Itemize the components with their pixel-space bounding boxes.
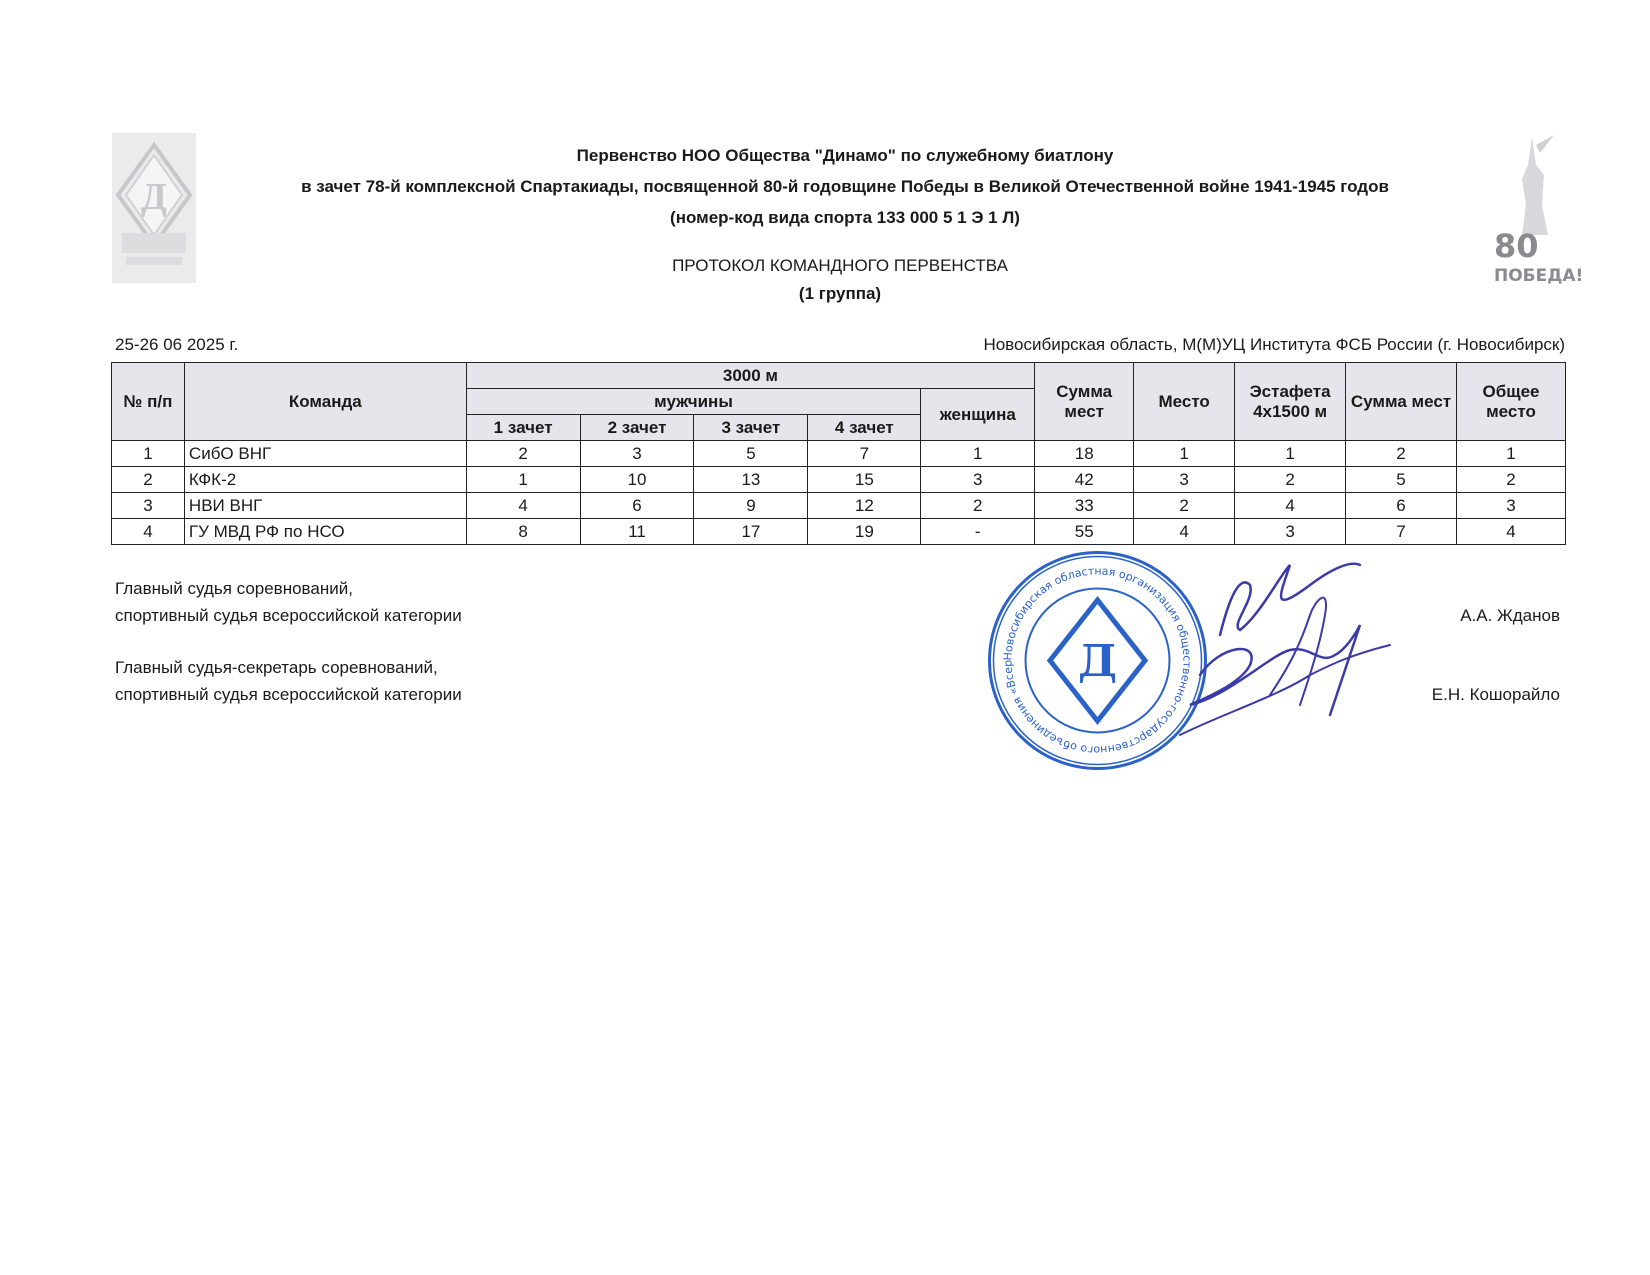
cell-relay: 4 bbox=[1235, 493, 1346, 519]
cell-team: КФК-2 bbox=[184, 467, 466, 493]
header-num: № п/п bbox=[112, 363, 185, 441]
cell-place: 4 bbox=[1134, 519, 1235, 545]
cell-num: 2 bbox=[112, 467, 185, 493]
header-heat-1: 1 зачет bbox=[466, 415, 580, 441]
header-line-2: в зачет 78-й комплексной Спартакиады, посвященной 80-й годовщине Победы в Великой Отечественной войне 1941-1945 годов bbox=[301, 177, 1389, 196]
header-team: Команда bbox=[184, 363, 466, 441]
cell-heat-3: 5 bbox=[694, 441, 808, 467]
handwritten-signatures bbox=[1160, 555, 1420, 765]
cell-women: - bbox=[921, 519, 1035, 545]
header-heat-4: 4 зачет bbox=[808, 415, 921, 441]
cell-overall-place: 1 bbox=[1456, 441, 1565, 467]
table-row bbox=[112, 441, 1566, 467]
cell-relay: 1 bbox=[1235, 441, 1346, 467]
cell-heat-1: 2 bbox=[466, 441, 580, 467]
header-women: женщина bbox=[921, 389, 1035, 441]
cell-heat-2: 10 bbox=[580, 467, 694, 493]
cell-heat-4: 19 bbox=[808, 519, 921, 545]
table-row bbox=[112, 493, 1566, 519]
cell-num: 1 bbox=[112, 441, 185, 467]
cell-overall-place: 2 bbox=[1456, 467, 1565, 493]
judge-names bbox=[1432, 602, 1560, 708]
svg-text:ПОБЕДА!: ПОБЕДА! bbox=[1494, 266, 1584, 286]
header-men: мужчины bbox=[466, 389, 921, 415]
chief-judge-line-1: Главный судья соревнований, bbox=[115, 579, 353, 598]
dynamo-logo bbox=[112, 133, 196, 283]
chief-judge-title bbox=[115, 575, 462, 629]
document-header bbox=[220, 140, 1470, 233]
protocol-title: ПРОТОКОЛ КОМАНДНОГО ПЕРВЕНСТВА bbox=[672, 256, 1008, 275]
cell-heat-3: 9 bbox=[694, 493, 808, 519]
table-row bbox=[112, 467, 1566, 493]
cell-heat-4: 12 bbox=[808, 493, 921, 519]
cell-place: 1 bbox=[1134, 441, 1235, 467]
cell-women: 2 bbox=[921, 493, 1035, 519]
cell-num: 3 bbox=[112, 493, 185, 519]
svg-text:Д: Д bbox=[1077, 636, 1118, 687]
cell-team: ГУ МВД РФ по НСО bbox=[184, 519, 466, 545]
cell-sum-places: 42 bbox=[1035, 467, 1134, 493]
header-sum-places-total: Сумма мест bbox=[1346, 363, 1457, 441]
header-sum-places: Сумма мест bbox=[1035, 363, 1134, 441]
header-heat-3: 3 зачет bbox=[694, 415, 808, 441]
cell-overall-place: 4 bbox=[1456, 519, 1565, 545]
cell-heat-1: 8 bbox=[466, 519, 580, 545]
header-line-1: Первенство НОО Общества "Динамо" по служебному биатлону bbox=[576, 146, 1114, 165]
svg-text:80: 80 bbox=[1494, 227, 1539, 265]
cell-relay: 2 bbox=[1235, 467, 1346, 493]
cell-heat-3: 17 bbox=[694, 519, 808, 545]
header-relay: Эстафета 4х1500 м bbox=[1235, 363, 1346, 441]
header-overall-place: Общее место bbox=[1456, 363, 1565, 441]
cell-heat-1: 1 bbox=[466, 467, 580, 493]
cell-place: 2 bbox=[1134, 493, 1235, 519]
chief-judge-line-2: спортивный судья всероссийской категории bbox=[115, 606, 462, 625]
table-row bbox=[112, 519, 1566, 545]
event-place: Новосибирская область, М(М)УЦ Института ФСБ России (г. Новосибирск) bbox=[983, 335, 1565, 354]
header-place: Место bbox=[1134, 363, 1235, 441]
cell-team: СибО ВНГ bbox=[184, 441, 466, 467]
cell-relay: 3 bbox=[1235, 519, 1346, 545]
secretary-judge-line-2: спортивный судья всероссийской категории bbox=[115, 685, 462, 704]
cell-sum-places-total: 6 bbox=[1346, 493, 1457, 519]
header-line-3: (номер-код вида спорта 133 000 5 1 Э 1 Л) bbox=[670, 208, 1020, 227]
chief-judge-name: А.А. Жданов bbox=[1460, 606, 1560, 625]
victory-80-logo bbox=[1492, 135, 1584, 286]
svg-text:Д: Д bbox=[140, 176, 168, 218]
header-heat-2: 2 зачет bbox=[580, 415, 694, 441]
cell-heat-4: 15 bbox=[808, 467, 921, 493]
header-distance: 3000 м bbox=[466, 363, 1035, 389]
secretary-judge-line-1: Главный судья-секретарь соревнований, bbox=[115, 658, 438, 677]
cell-num: 4 bbox=[112, 519, 185, 545]
cell-sum-places-total: 5 bbox=[1346, 467, 1457, 493]
cell-sum-places: 33 bbox=[1035, 493, 1134, 519]
svg-text:Новосибирская областная органи: Новосибирская областная организация общественно-государственного объединения «Всер bbox=[1001, 564, 1194, 757]
cell-sum-places: 18 bbox=[1035, 441, 1134, 467]
cell-sum-places-total: 7 bbox=[1346, 519, 1457, 545]
cell-women: 3 bbox=[921, 467, 1035, 493]
protocol-title-block bbox=[420, 252, 1260, 308]
protocol-group: (1 группа) bbox=[798, 284, 882, 303]
secretary-judge-name: Е.Н. Кошорайло bbox=[1431, 685, 1560, 704]
cell-women: 1 bbox=[921, 441, 1035, 467]
cell-heat-4: 7 bbox=[808, 441, 921, 467]
cell-heat-2: 11 bbox=[580, 519, 694, 545]
results-table bbox=[111, 362, 1566, 545]
cell-place: 3 bbox=[1134, 467, 1235, 493]
cell-heat-3: 13 bbox=[694, 467, 808, 493]
secretary-judge-title bbox=[115, 654, 462, 708]
cell-overall-place: 3 bbox=[1456, 493, 1565, 519]
event-date: 25-26 06 2025 г. bbox=[115, 335, 239, 354]
cell-heat-1: 4 bbox=[466, 493, 580, 519]
cell-sum-places-total: 2 bbox=[1346, 441, 1457, 467]
cell-sum-places: 55 bbox=[1035, 519, 1134, 545]
judges-block bbox=[115, 575, 462, 733]
cell-heat-2: 3 bbox=[580, 441, 694, 467]
cell-heat-2: 6 bbox=[580, 493, 694, 519]
cell-team: НВИ ВНГ bbox=[184, 493, 466, 519]
